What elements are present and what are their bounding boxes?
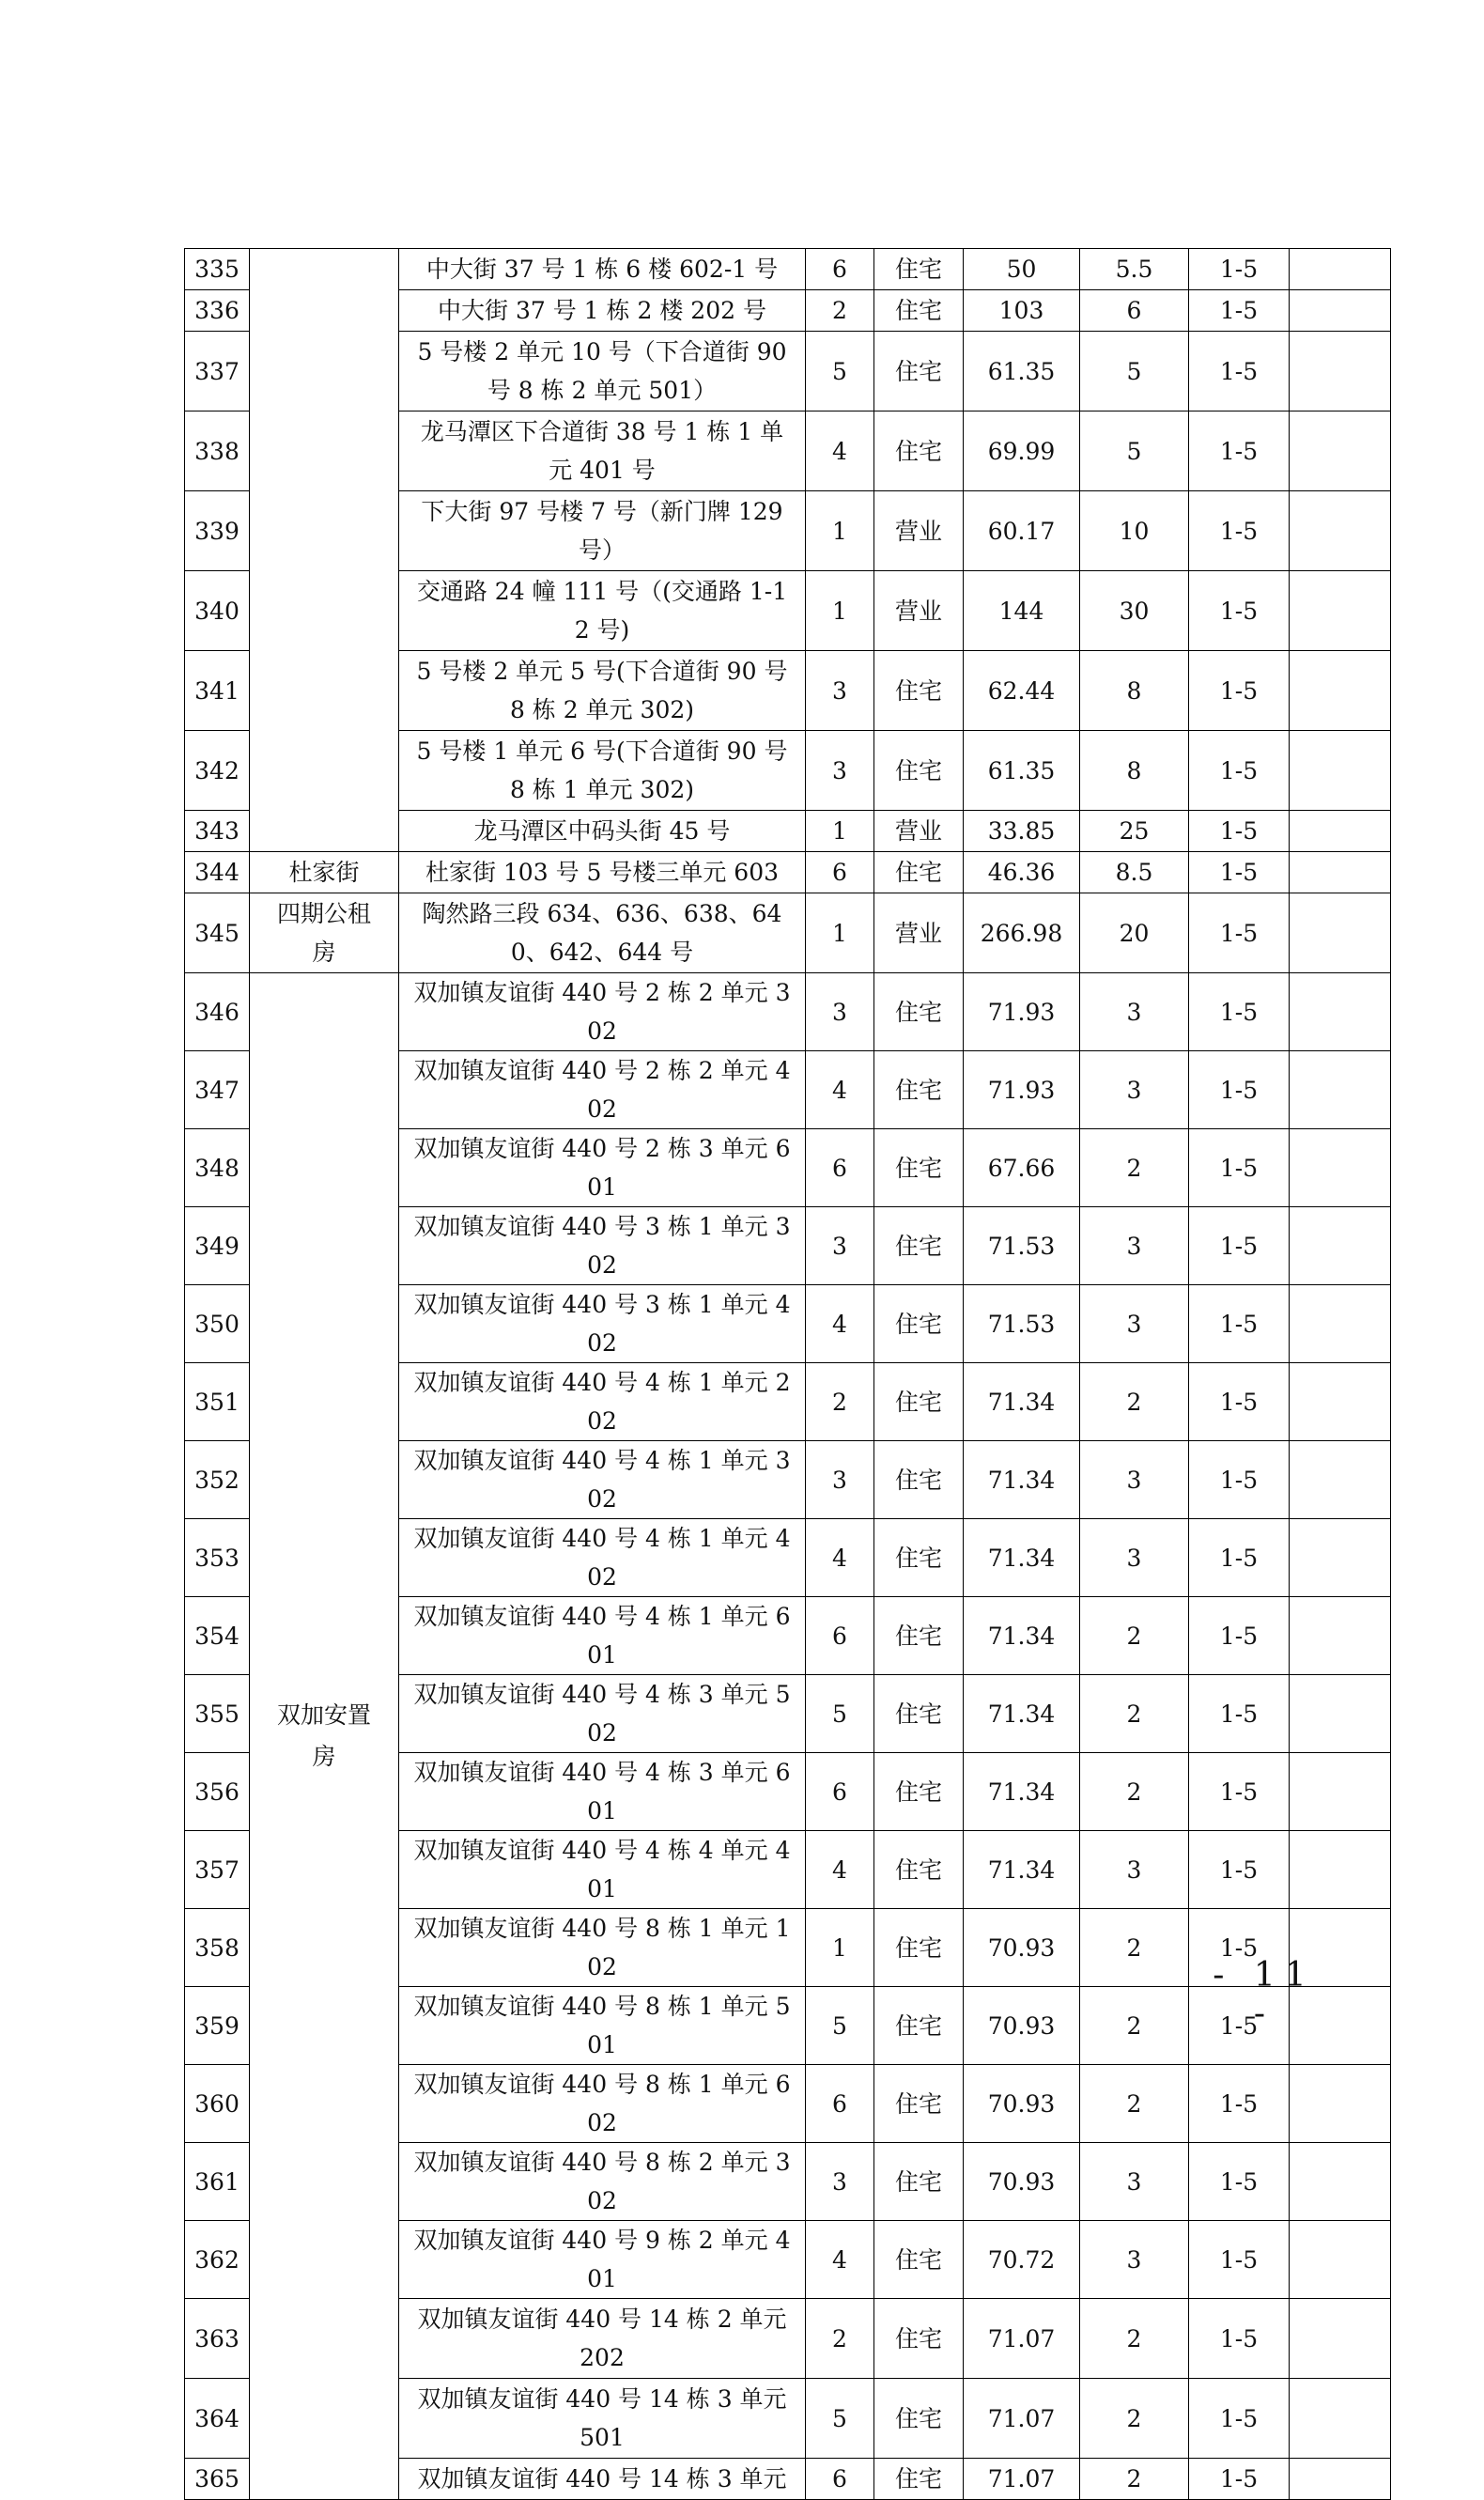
note-cell <box>1290 2221 1391 2299</box>
note-cell <box>1290 1675 1391 1753</box>
use-type-cell: 住宅 <box>874 411 964 491</box>
address-cell: 双加镇友谊街 440 号 8 栋 1 单元 102 <box>399 1909 806 1987</box>
row-number: 341 <box>185 651 250 731</box>
rent-cell: 2 <box>1080 2065 1189 2143</box>
note-cell <box>1290 411 1391 491</box>
term-cell: 1-5 <box>1189 1675 1290 1753</box>
row-number: 338 <box>185 411 250 491</box>
note-cell <box>1290 332 1391 411</box>
area-cell: 71.07 <box>964 2299 1080 2379</box>
rent-cell: 5 <box>1080 411 1189 491</box>
use-type-cell: 住宅 <box>874 2221 964 2299</box>
area-cell: 46.36 <box>964 852 1080 893</box>
people-cell: 1 <box>806 571 874 651</box>
use-type-cell: 住宅 <box>874 249 964 290</box>
row-number: 358 <box>185 1909 250 1987</box>
rent-cell: 5 <box>1080 332 1189 411</box>
row-number: 345 <box>185 893 250 973</box>
people-cell: 5 <box>806 1987 874 2065</box>
rent-cell: 2 <box>1080 1987 1189 2065</box>
people-cell: 5 <box>806 2379 874 2459</box>
address-cell: 双加镇友谊街 440 号 2 栋 2 单元 402 <box>399 1051 806 1129</box>
use-type-cell: 住宅 <box>874 1051 964 1129</box>
note-cell <box>1290 973 1391 1051</box>
address-cell: 双加镇友谊街 440 号 8 栋 2 单元 302 <box>399 2143 806 2221</box>
address-cell: 双加镇友谊街 440 号 4 栋 1 单元 402 <box>399 1519 806 1597</box>
note-cell <box>1290 651 1391 731</box>
row-number: 361 <box>185 2143 250 2221</box>
row-number: 337 <box>185 332 250 411</box>
people-cell: 6 <box>806 1597 874 1675</box>
people-cell: 2 <box>806 2299 874 2379</box>
address-cell: 双加镇友谊街 440 号 4 栋 4 单元 401 <box>399 1831 806 1909</box>
area-cell: 71.34 <box>964 1597 1080 1675</box>
note-cell <box>1290 1207 1391 1285</box>
area-cell: 70.93 <box>964 1909 1080 1987</box>
use-type-cell: 住宅 <box>874 1987 964 2065</box>
address-cell: 双加镇友谊街 440 号 14 栋 3 单元 501 <box>399 2379 806 2459</box>
rent-cell: 30 <box>1080 571 1189 651</box>
note-cell <box>1290 1519 1391 1597</box>
rent-cell: 5.5 <box>1080 249 1189 290</box>
address-cell: 双加镇友谊街 440 号 2 栋 3 单元 601 <box>399 1129 806 1207</box>
rent-cell: 2 <box>1080 2299 1189 2379</box>
use-type-cell: 住宅 <box>874 1519 964 1597</box>
area-cell: 70.72 <box>964 2221 1080 2299</box>
table-row <box>185 893 1391 973</box>
use-type-cell: 住宅 <box>874 973 964 1051</box>
rent-cell: 3 <box>1080 2221 1189 2299</box>
term-cell: 1-5 <box>1189 491 1290 571</box>
address-cell: 中大街 37 号 1 栋 2 楼 202 号 <box>399 290 806 332</box>
note-cell <box>1290 1051 1391 1129</box>
area-cell: 60.17 <box>964 491 1080 571</box>
note-cell <box>1290 290 1391 332</box>
area-cell: 61.35 <box>964 731 1080 811</box>
row-number: 359 <box>185 1987 250 2065</box>
table-row <box>185 852 1391 893</box>
note-cell <box>1290 2065 1391 2143</box>
address-cell: 杜家街 103 号 5 号楼三单元 603 <box>399 852 806 893</box>
use-type-cell: 住宅 <box>874 1129 964 1207</box>
address-cell: 5 号楼 1 单元 6 号(下合道街 90 号 8 栋 1 单元 302) <box>399 731 806 811</box>
rent-cell: 8 <box>1080 731 1189 811</box>
address-cell: 双加镇友谊街 440 号 14 栋 3 单元 <box>399 2459 806 2500</box>
note-cell <box>1290 2379 1391 2459</box>
use-type-cell: 住宅 <box>874 1363 964 1441</box>
area-cell: 71.34 <box>964 1519 1080 1597</box>
area-cell: 50 <box>964 249 1080 290</box>
note-cell <box>1290 2143 1391 2221</box>
people-cell: 6 <box>806 852 874 893</box>
row-number: 344 <box>185 852 250 893</box>
rent-cell: 2 <box>1080 1909 1189 1987</box>
note-cell <box>1290 1285 1391 1363</box>
note-cell <box>1290 1441 1391 1519</box>
rent-cell: 10 <box>1080 491 1189 571</box>
row-number: 339 <box>185 491 250 571</box>
address-cell: 陶然路三段 634、636、638、640、642、644 号 <box>399 893 806 973</box>
use-type-cell: 住宅 <box>874 2379 964 2459</box>
row-number: 348 <box>185 1129 250 1207</box>
note-cell <box>1290 1129 1391 1207</box>
row-number: 362 <box>185 2221 250 2299</box>
use-type-cell: 营业 <box>874 571 964 651</box>
row-number: 351 <box>185 1363 250 1441</box>
people-cell: 1 <box>806 893 874 973</box>
term-cell: 1-5 <box>1189 249 1290 290</box>
note-cell <box>1290 893 1391 973</box>
address-cell: 5 号楼 2 单元 5 号(下合道街 90 号 8 栋 2 单元 302) <box>399 651 806 731</box>
area-cell: 71.07 <box>964 2379 1080 2459</box>
rent-cell: 8.5 <box>1080 852 1189 893</box>
term-cell: 1-5 <box>1189 2379 1290 2459</box>
table-body <box>185 249 1391 2500</box>
term-cell: 1-5 <box>1189 1207 1290 1285</box>
note-cell <box>1290 731 1391 811</box>
address-cell: 双加镇友谊街 440 号 8 栋 1 单元 602 <box>399 2065 806 2143</box>
people-cell: 2 <box>806 1363 874 1441</box>
address-cell: 双加镇友谊街 440 号 14 栋 2 单元 202 <box>399 2299 806 2379</box>
address-cell: 双加镇友谊街 440 号 4 栋 1 单元 302 <box>399 1441 806 1519</box>
term-cell: 1-5 <box>1189 651 1290 731</box>
area-cell: 71.34 <box>964 1753 1080 1831</box>
people-cell: 6 <box>806 2065 874 2143</box>
area-cell: 71.07 <box>964 2459 1080 2500</box>
address-cell: 双加镇友谊街 440 号 2 栋 2 单元 302 <box>399 973 806 1051</box>
rent-cell: 20 <box>1080 893 1189 973</box>
table-row <box>185 249 1391 290</box>
note-cell <box>1290 2299 1391 2379</box>
row-number: 349 <box>185 1207 250 1285</box>
people-cell: 2 <box>806 290 874 332</box>
area-cell: 144 <box>964 571 1080 651</box>
note-cell <box>1290 249 1391 290</box>
rent-cell: 2 <box>1080 1753 1189 1831</box>
use-type-cell: 住宅 <box>874 1753 964 1831</box>
area-cell: 70.93 <box>964 1987 1080 2065</box>
rent-cell: 8 <box>1080 651 1189 731</box>
use-type-cell: 住宅 <box>874 1285 964 1363</box>
row-number: 364 <box>185 2379 250 2459</box>
row-number: 343 <box>185 811 250 852</box>
people-cell: 1 <box>806 811 874 852</box>
term-cell: 1-5 <box>1189 332 1290 411</box>
area-cell: 71.34 <box>964 1363 1080 1441</box>
note-cell <box>1290 1753 1391 1831</box>
people-cell: 4 <box>806 1831 874 1909</box>
note-cell <box>1290 811 1391 852</box>
use-type-cell: 住宅 <box>874 2065 964 2143</box>
use-type-cell: 住宅 <box>874 1597 964 1675</box>
people-cell: 6 <box>806 2459 874 2500</box>
term-cell: 1-5 <box>1189 893 1290 973</box>
area-cell: 71.34 <box>964 1441 1080 1519</box>
area-cell: 70.93 <box>964 2143 1080 2221</box>
use-type-cell: 住宅 <box>874 1675 964 1753</box>
use-type-cell: 住宅 <box>874 1207 964 1285</box>
term-cell: 1-5 <box>1189 411 1290 491</box>
term-cell: 1-5 <box>1189 1441 1290 1519</box>
area-cell: 103 <box>964 290 1080 332</box>
row-number: 347 <box>185 1051 250 1129</box>
people-cell: 3 <box>806 651 874 731</box>
area-cell: 70.93 <box>964 2065 1080 2143</box>
term-cell: 1-5 <box>1189 290 1290 332</box>
term-cell: 1-5 <box>1189 852 1290 893</box>
people-cell: 6 <box>806 1753 874 1831</box>
address-cell: 中大街 37 号 1 栋 6 楼 602-1 号 <box>399 249 806 290</box>
people-cell: 4 <box>806 2221 874 2299</box>
people-cell: 4 <box>806 411 874 491</box>
people-cell: 1 <box>806 491 874 571</box>
use-type-cell: 住宅 <box>874 332 964 411</box>
note-cell <box>1290 571 1391 651</box>
area-cell: 69.99 <box>964 411 1080 491</box>
term-cell: 1-5 <box>1189 2065 1290 2143</box>
term-cell: 1-5 <box>1189 1753 1290 1831</box>
note-cell <box>1290 1363 1391 1441</box>
term-cell: 1-5 <box>1189 973 1290 1051</box>
rent-cell: 2 <box>1080 2379 1189 2459</box>
note-cell <box>1290 1597 1391 1675</box>
use-type-cell: 营业 <box>874 811 964 852</box>
rent-cell: 25 <box>1080 811 1189 852</box>
term-cell: 1-5 <box>1189 811 1290 852</box>
address-cell: 双加镇友谊街 440 号 9 栋 2 单元 401 <box>399 2221 806 2299</box>
rent-cell: 2 <box>1080 1675 1189 1753</box>
row-number: 352 <box>185 1441 250 1519</box>
row-number: 354 <box>185 1597 250 1675</box>
rent-cell: 3 <box>1080 1519 1189 1597</box>
people-cell: 3 <box>806 1441 874 1519</box>
note-cell <box>1290 1831 1391 1909</box>
rent-cell: 3 <box>1080 973 1189 1051</box>
row-number: 363 <box>185 2299 250 2379</box>
area-cell: 67.66 <box>964 1129 1080 1207</box>
address-cell: 交通路 24 幢 111 号（(交通路 1-12 号) <box>399 571 806 651</box>
use-type-cell: 住宅 <box>874 651 964 731</box>
term-cell: 1-5 <box>1189 571 1290 651</box>
group-label: 双加安置房 <box>250 973 399 2500</box>
housing-table <box>184 248 1391 2500</box>
row-number: 353 <box>185 1519 250 1597</box>
term-cell: 1-5 <box>1189 2299 1290 2379</box>
area-cell: 71.93 <box>964 1051 1080 1129</box>
term-cell: 1-5 <box>1189 1987 1290 2065</box>
use-type-cell: 住宅 <box>874 290 964 332</box>
address-cell: 双加镇友谊街 440 号 4 栋 3 单元 601 <box>399 1753 806 1831</box>
note-cell <box>1290 2459 1391 2500</box>
rent-cell: 2 <box>1080 1597 1189 1675</box>
use-type-cell: 住宅 <box>874 1909 964 1987</box>
term-cell: 1-5 <box>1189 1519 1290 1597</box>
term-cell: 1-5 <box>1189 2459 1290 2500</box>
row-number: 350 <box>185 1285 250 1363</box>
rent-cell: 6 <box>1080 290 1189 332</box>
term-cell: 1-5 <box>1189 1363 1290 1441</box>
area-cell: 33.85 <box>964 811 1080 852</box>
table-row <box>185 973 1391 1051</box>
people-cell: 4 <box>806 1051 874 1129</box>
people-cell: 3 <box>806 2143 874 2221</box>
use-type-cell: 住宅 <box>874 1831 964 1909</box>
term-cell: 1-5 <box>1189 2221 1290 2299</box>
area-cell: 62.44 <box>964 651 1080 731</box>
address-cell: 龙马潭区下合道街 38 号 1 栋 1 单元 401 号 <box>399 411 806 491</box>
row-number: 346 <box>185 973 250 1051</box>
area-cell: 71.53 <box>964 1285 1080 1363</box>
rent-cell: 3 <box>1080 1207 1189 1285</box>
use-type-cell: 住宅 <box>874 2459 964 2500</box>
row-number: 365 <box>185 2459 250 2500</box>
row-number: 356 <box>185 1753 250 1831</box>
address-cell: 双加镇友谊街 440 号 3 栋 1 单元 302 <box>399 1207 806 1285</box>
note-cell <box>1290 852 1391 893</box>
address-cell: 双加镇友谊街 440 号 4 栋 1 单元 601 <box>399 1597 806 1675</box>
people-cell: 1 <box>806 1909 874 1987</box>
address-cell: 下大街 97 号楼 7 号（新门牌 129 号） <box>399 491 806 571</box>
area-cell: 71.34 <box>964 1675 1080 1753</box>
rent-cell: 3 <box>1080 1441 1189 1519</box>
area-cell: 61.35 <box>964 332 1080 411</box>
rent-cell: 2 <box>1080 2459 1189 2500</box>
row-number: 357 <box>185 1831 250 1909</box>
rent-cell: 2 <box>1080 1363 1189 1441</box>
address-cell: 双加镇友谊街 440 号 4 栋 3 单元 502 <box>399 1675 806 1753</box>
term-cell: 1-5 <box>1189 1285 1290 1363</box>
people-cell: 5 <box>806 332 874 411</box>
group-label: 杜家街 <box>250 852 399 893</box>
rent-cell: 3 <box>1080 2143 1189 2221</box>
people-cell: 5 <box>806 1675 874 1753</box>
rent-cell: 3 <box>1080 1285 1189 1363</box>
row-number: 340 <box>185 571 250 651</box>
address-cell: 5 号楼 2 单元 10 号（下合道街 90 号 8 栋 2 单元 501） <box>399 332 806 411</box>
row-number: 355 <box>185 1675 250 1753</box>
page-number: - 11 - <box>1213 1956 1316 2033</box>
people-cell: 4 <box>806 1519 874 1597</box>
row-number: 342 <box>185 731 250 811</box>
use-type-cell: 营业 <box>874 491 964 571</box>
address-cell: 双加镇友谊街 440 号 8 栋 1 单元 501 <box>399 1987 806 2065</box>
address-cell: 双加镇友谊街 440 号 4 栋 1 单元 202 <box>399 1363 806 1441</box>
use-type-cell: 住宅 <box>874 1441 964 1519</box>
people-cell: 6 <box>806 249 874 290</box>
area-cell: 71.34 <box>964 1831 1080 1909</box>
term-cell: 1-5 <box>1189 1129 1290 1207</box>
area-cell: 266.98 <box>964 893 1080 973</box>
row-number: 336 <box>185 290 250 332</box>
area-cell: 71.93 <box>964 973 1080 1051</box>
use-type-cell: 住宅 <box>874 2143 964 2221</box>
term-cell: 1-5 <box>1189 1597 1290 1675</box>
rent-cell: 3 <box>1080 1831 1189 1909</box>
people-cell: 3 <box>806 731 874 811</box>
row-number: 360 <box>185 2065 250 2143</box>
group-label: 四期公租房 <box>250 893 399 973</box>
group-label <box>250 249 399 852</box>
term-cell: 1-5 <box>1189 731 1290 811</box>
use-type-cell: 营业 <box>874 893 964 973</box>
use-type-cell: 住宅 <box>874 2299 964 2379</box>
rent-cell: 3 <box>1080 1051 1189 1129</box>
use-type-cell: 住宅 <box>874 731 964 811</box>
area-cell: 71.53 <box>964 1207 1080 1285</box>
address-cell: 双加镇友谊街 440 号 3 栋 1 单元 402 <box>399 1285 806 1363</box>
rent-cell: 2 <box>1080 1129 1189 1207</box>
people-cell: 3 <box>806 1207 874 1285</box>
people-cell: 3 <box>806 973 874 1051</box>
term-cell: 1-5 <box>1189 1051 1290 1129</box>
people-cell: 6 <box>806 1129 874 1207</box>
use-type-cell: 住宅 <box>874 852 964 893</box>
address-cell: 龙马潭区中码头街 45 号 <box>399 811 806 852</box>
term-cell: 1-5 <box>1189 1909 1290 1987</box>
people-cell: 4 <box>806 1285 874 1363</box>
row-number: 335 <box>185 249 250 290</box>
term-cell: 1-5 <box>1189 2143 1290 2221</box>
term-cell: 1-5 <box>1189 1831 1290 1909</box>
note-cell <box>1290 491 1391 571</box>
